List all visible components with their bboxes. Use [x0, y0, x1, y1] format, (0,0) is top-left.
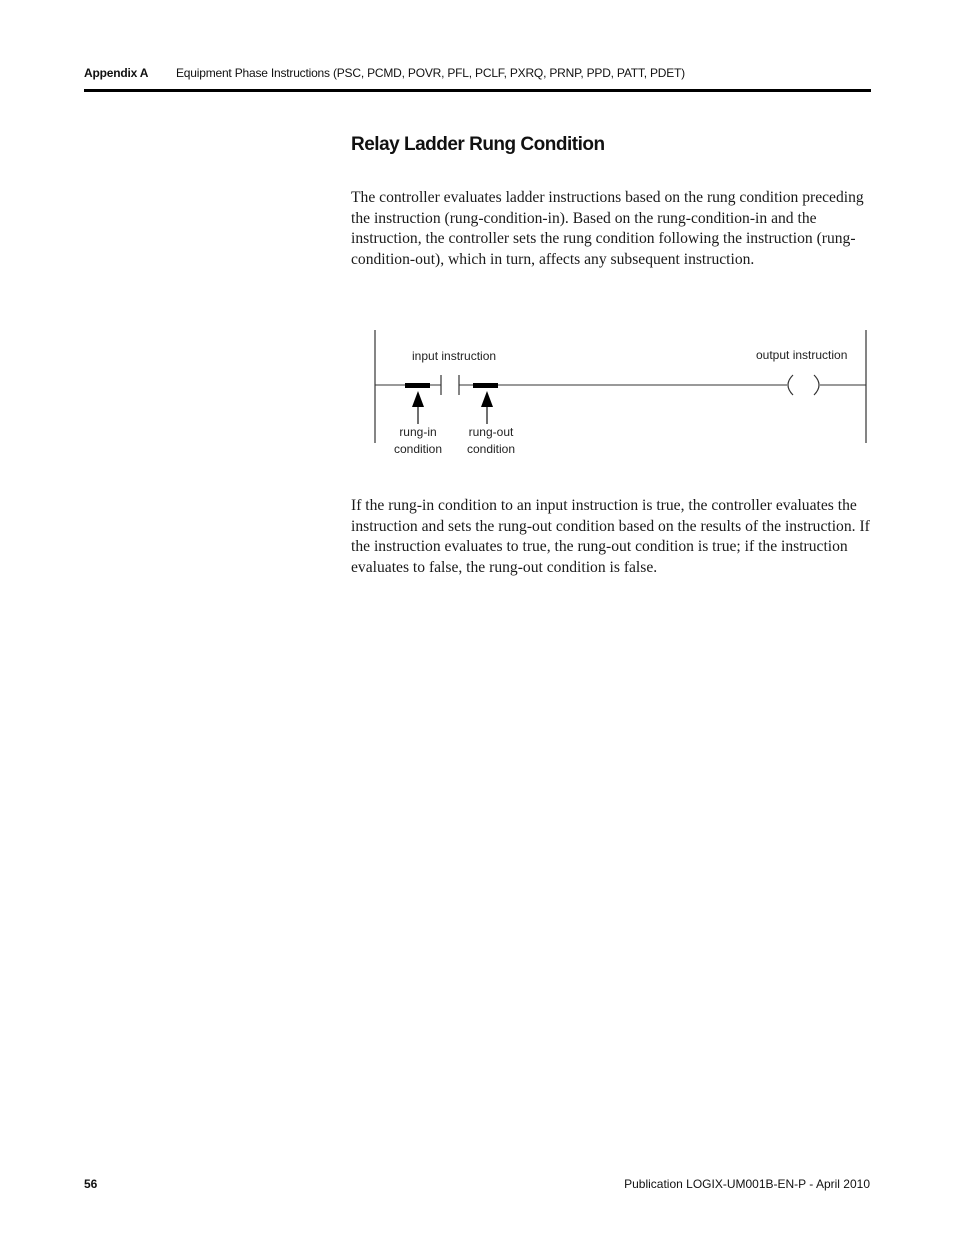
- appendix-label: Appendix A: [84, 66, 149, 80]
- header-rule: [84, 89, 871, 92]
- header-title: Equipment Phase Instructions (PSC, PCMD, POVR, PFL, PCLF, PXRQ, PRNP, PPD, PATT, PDET): [176, 66, 685, 80]
- section-title: Relay Ladder Rung Condition: [351, 134, 605, 155]
- rung-in-label-line1: rung-in: [399, 425, 437, 439]
- output-coil-right-arc: [814, 375, 819, 395]
- intro-paragraph: The controller evaluates ladder instructions based on the rung condition preceding the instruction (rung-condition-in). Based on the rung-condition-in and the instruction, the controller sets the rung condition following the instruction (rung-condition-out), which in turn, affects any subsequent instruction.: [351, 189, 864, 268]
- output-instruction-label: output instruction: [756, 348, 848, 362]
- input-instruction-label: input instruction: [412, 349, 497, 363]
- rung-out-label-line2: condition: [466, 442, 516, 456]
- output-coil-left-arc: [788, 375, 793, 395]
- rung-in-marker: [405, 383, 430, 388]
- publication-info: Publication LOGIX-UM001B-EN-P - April 2010: [624, 1177, 870, 1191]
- rung-out-arrowhead: [481, 391, 493, 407]
- explanation-paragraph: If the rung-in condition to an input instruction is true, the controller evaluates the instruction and sets the rung-out condition based on the results of the instruction. If the instruction evaluates to true, the rung-out condition is true; if the instruction evaluates to false, the rung-out condition is false.: [351, 497, 870, 576]
- ladder-rung-diagram: [365, 325, 875, 465]
- running-header: [84, 66, 870, 80]
- page-number: 56: [84, 1177, 98, 1191]
- rung-out-marker: [473, 383, 498, 388]
- rung-in-arrowhead: [412, 391, 424, 407]
- rung-in-label-line2: condition: [393, 442, 443, 456]
- rung-out-label-line1: rung-out: [468, 425, 514, 439]
